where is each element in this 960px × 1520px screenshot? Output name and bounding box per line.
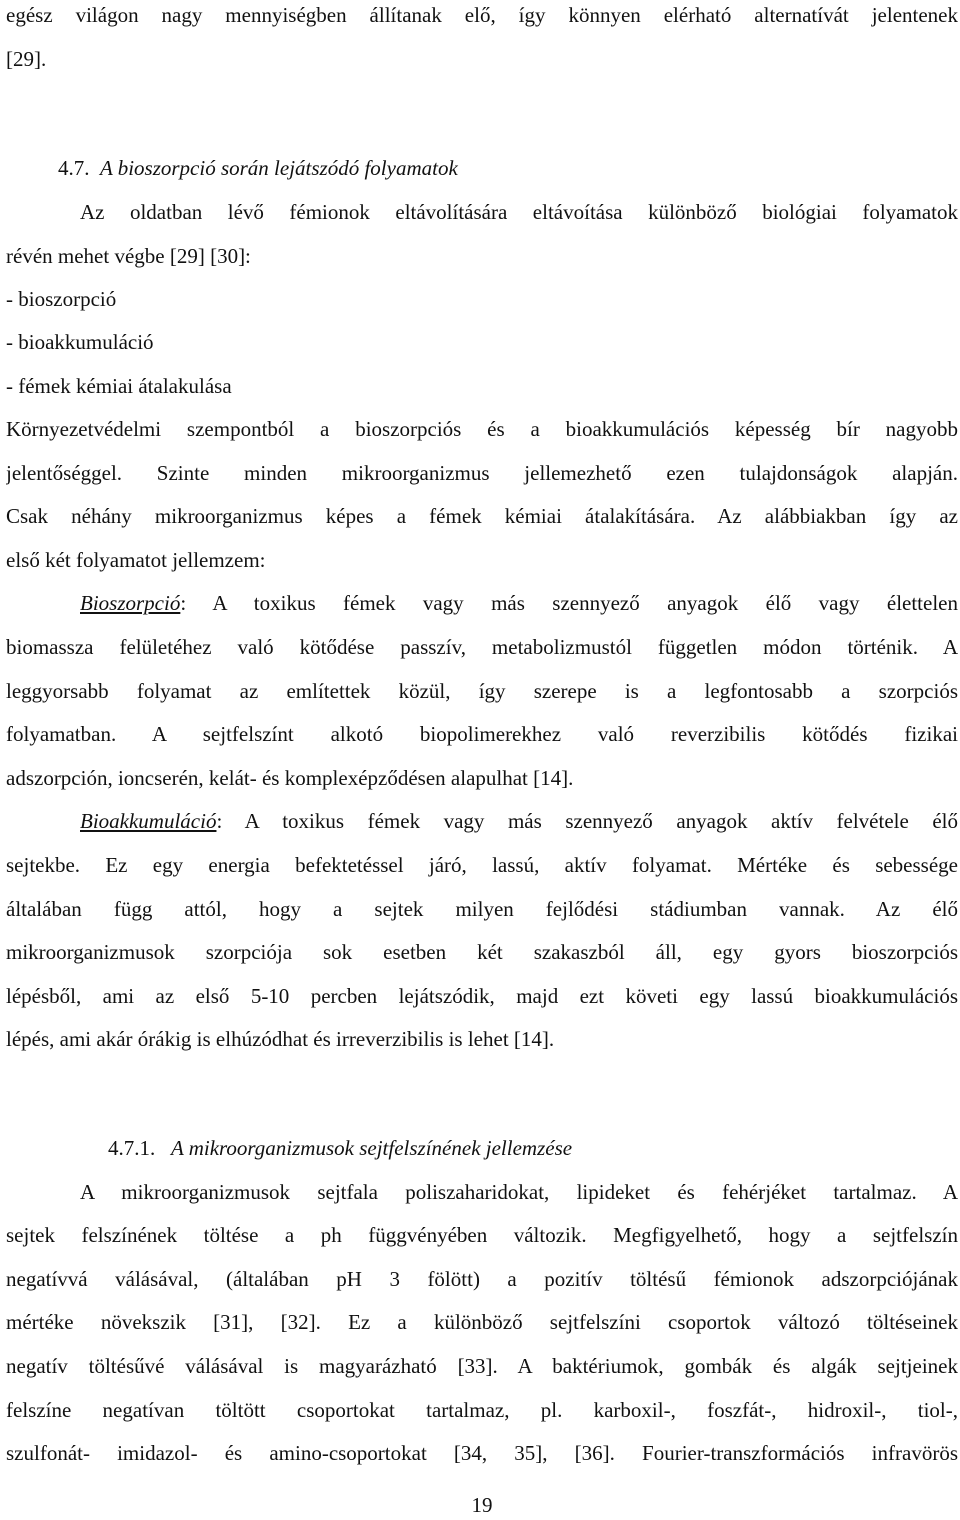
section-title: A bioszorpció során lejátszódó folyamatok: [100, 156, 458, 180]
text-line: adszorpción, ioncserén, kelát- és komplexépződésen alapulhat [14].: [6, 766, 574, 790]
text-line: jelentőséggel. Szinte minden mikroorganizmus jellemezhető ezen tulajdonságok alapján.: [6, 461, 958, 485]
text-line: [29].: [6, 47, 47, 71]
document-page: [6, 0, 958, 1515]
text-line: lépésből, ami az első 5-10 percben lejátszódik, majd ezt követi egy lassú bioakkumulációs: [6, 984, 958, 1008]
text-line: első két folyamatot jellemzem:: [6, 548, 266, 572]
section-heading: [58, 153, 958, 183]
text-line: szulfonát- imidazol- és amino-csoportokat [34, 35], [36]. Fourier-transzformációs infravörös: [6, 1441, 958, 1465]
subsection-title: A mikroorganizmusok sejtfelszínének jellemzése: [171, 1136, 573, 1160]
section-number: 4.7.: [58, 156, 90, 180]
text-line: sejtek felszínének töltése a ph függvényében változik. Megfigyelhető, hogy a sejtfelszín: [6, 1223, 958, 1247]
text-line: révén mehet végbe [29] [30]:: [6, 244, 251, 268]
term-bioakkumulacio: Bioakkumuláció: [80, 809, 217, 833]
list-item: - bioakkumuláció: [6, 330, 154, 354]
definition-line: [80, 588, 958, 618]
text-line: negatívvá válásával, (általában pH 3 fölött) a pozitív töltésű fémionok adszorpciójának: [6, 1267, 958, 1291]
text-line: Csak néhány mikroorganizmus képes a fémek kémiai átalakítására. Az alábbiakban így az: [6, 504, 958, 528]
definition-line: [80, 806, 958, 836]
text-line: leggyorsabb folyamat az említettek közül, így szerepe is a legfontosabb a szorpciós: [6, 679, 958, 703]
text-line: Környezetvédelmi szempontból a bioszorpciós és a bioakkumulációs képesség bír nagyobb: [6, 417, 958, 441]
list-item: - fémek kémiai átalakulása: [6, 374, 232, 398]
text-line: Az oldatban lévő fémionok eltávolítására eltávoítása különböző biológiai folyamatok: [80, 200, 958, 224]
text-line: mikroorganizmusok szorpciója sok esetben két szakaszból áll, egy gyors bioszorpciós: [6, 940, 958, 964]
subsection-number: 4.7.1.: [108, 1136, 156, 1160]
text-line: általában függ attól, hogy a sejtek milyen fejlődési stádiumban vannak. Az élő: [6, 897, 958, 921]
text-line: biomassza felületéhez való kötődése passzív, metabolizmustól független módon történik. A: [6, 635, 958, 659]
page-number: 19: [471, 1493, 493, 1517]
subsection-heading: [108, 1133, 958, 1163]
text-line: felszíne negatívan töltött csoportokat tartalmaz, pl. karboxil-, foszfát-, hidroxil-, tiol-,: [6, 1398, 958, 1422]
text-line: negatív töltésűvé válásával is magyarázható [33]. A baktériumok, gombák és algák sejtjeinek: [6, 1354, 958, 1378]
definition-text: : A toxikus fémek vagy más szennyező anyagok aktív felvétele élő: [216, 809, 958, 833]
definition-text: : A toxikus fémek vagy más szennyező anyagok élő vagy élettelen: [180, 591, 958, 615]
text-line: egész világon nagy mennyiségben állítanak elő, így könnyen elérható alternatívát jelentenek: [6, 3, 958, 27]
text-line: lépés, ami akár órákig is elhúzódhat és irreverzibilis is lehet [14].: [6, 1027, 555, 1051]
text-line: A mikroorganizmusok sejtfala poliszaharidokat, lipideket és fehérjéket tartalmaz. A: [80, 1180, 958, 1204]
text-line: sejtekbe. Ez egy energia befektetéssel járó, lassú, aktív folyamat. Mértéke és sebessége: [6, 853, 958, 877]
text-line: folyamatban. A sejtfelszínt alkotó biopolimerekhez való reverzibilis kötődés fizikai: [6, 722, 958, 746]
list-item: - bioszorpció: [6, 287, 117, 311]
text-line: mértéke növekszik [31], [32]. Ez a különböző sejtfelszíni csoportok változó töltéseinek: [6, 1310, 958, 1334]
term-bioszorpcio: Bioszorpció: [80, 591, 181, 615]
